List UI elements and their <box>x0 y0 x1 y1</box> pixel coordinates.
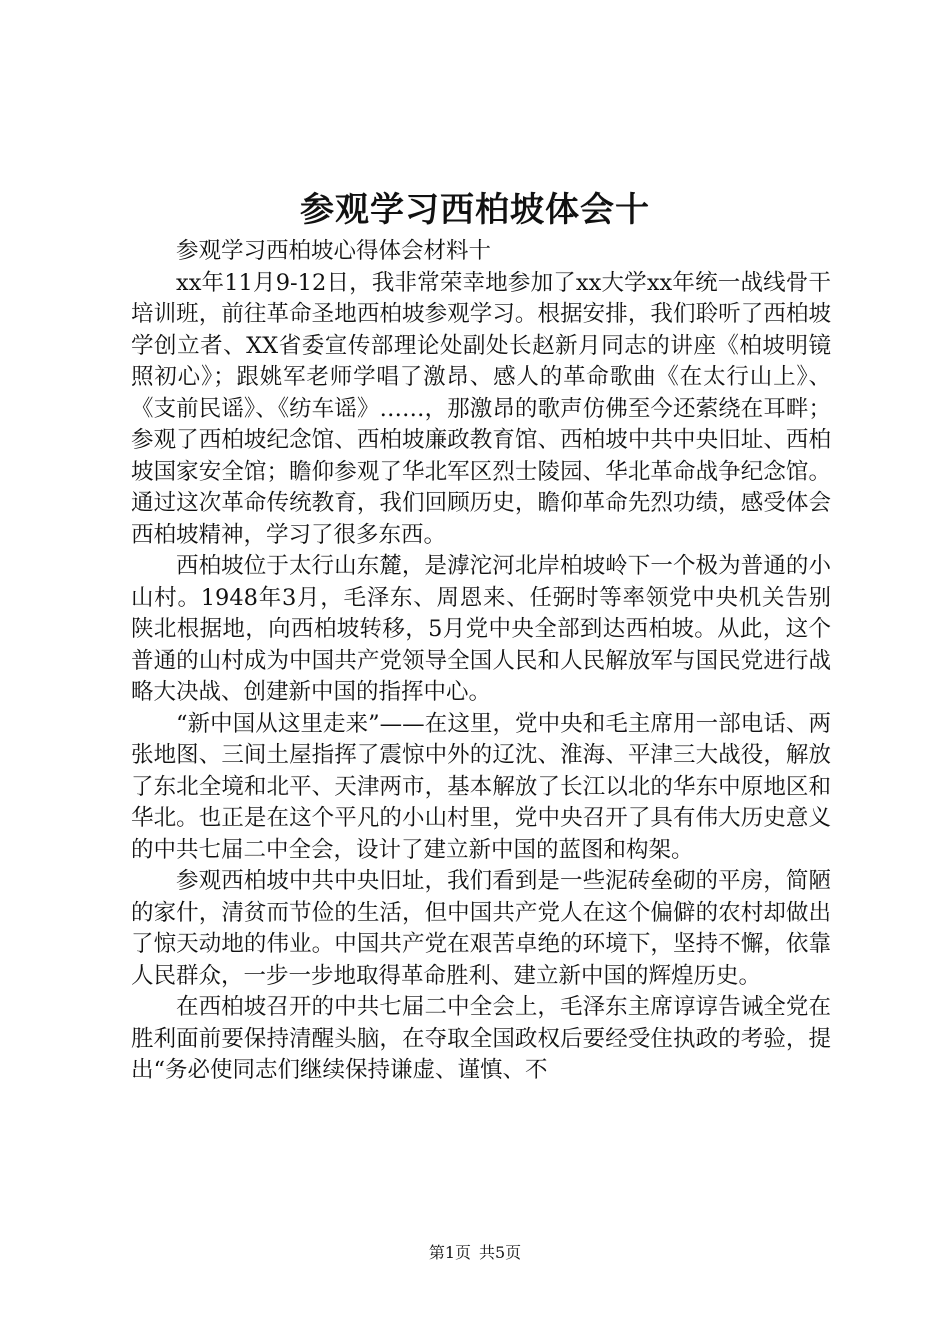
page-footer <box>0 1242 950 1264</box>
paragraph-subtitle: 参观学习西柏坡心得体会材料十 <box>176 238 492 264</box>
paragraph: 西柏坡位于太行山东麓，是滹沱河北岸柏坡岭下一个极为普通的小山村。1948年3月，毛泽东、周恩来、任弼时等率领党中央机关告别陕北根据地，向西柏坡转移，5月党中央全部到达西柏坡。从此，这个普通的山村成为中国共产党领导全国人民和人民解放军与国民党进行战略大决战、创建新中国的指挥中心。 <box>131 553 831 705</box>
paragraph: xx年11月9-12日，我非常荣幸地参加了xx大学xx年统一战线骨干培训班，前往革命圣地西柏坡参观学习。根据安排，我们聆听了西柏坡学创立者、XX省委宣传部理论处副处长赵新月同志的讲座《柏坡明镜照初心》；跟姚军老师学唱了激昂、感人的革命歌曲《在太行山上》、《支前民谣》、《纺车谣》……，那激昂的歌声仿佛至今还萦绕在耳畔；参观了西柏坡纪念馆、西柏坡廉政教育馆、西柏坡中共中央旧址、西柏坡国家安全馆；瞻仰参观了华北军区烈士陵园、华北革命战争纪念馆。通过这次革命传统教育，我们回顾历史，瞻仰革命先烈功绩，感受体会西柏坡精神，学习了很多东西。 <box>131 269 831 548</box>
paragraph: 参观西柏坡中共中央旧址，我们看到是一些泥砖垒砌的平房，简陋的家什，清贫而节俭的生活，但中国共产党人在这个偏僻的农村却做出了惊天动地的伟业。中国共产党在艰苦卓绝的环境下，坚持不懈，依靠人民群众，一步一步地取得革命胜利、建立新中国的辉煌历史。 <box>131 868 831 989</box>
page-total: 共5页 <box>479 1243 522 1262</box>
paragraph: 在西柏坡召开的中共七届二中全会上，毛泽东主席谆谆告诫全党在胜利面前要保持清醒头脑，在夺取全国政权后要经受住执政的考验，提出“务必使同志们继续保持谦虚、谨慎、不 <box>131 994 831 1083</box>
document-title: 参观学习西柏坡体会十 <box>300 190 650 230</box>
document-body <box>131 236 831 1087</box>
paragraph: “新中国从这里走来”——在这里，党中央和毛主席用一部电话、两张地图、三间土屋指挥了震惊中外的辽沈、淮海、平津三大战役，解放了东北全境和北平、天津两市，基本解放了长江以北的华东中原地区和华北。也正是在这个平凡的小山村里，党中央召开了具有伟大历史意义的中共七届二中全会，设计了建立新中国的蓝图和构架。 <box>131 710 831 863</box>
page-number: 第1页 <box>428 1243 471 1262</box>
